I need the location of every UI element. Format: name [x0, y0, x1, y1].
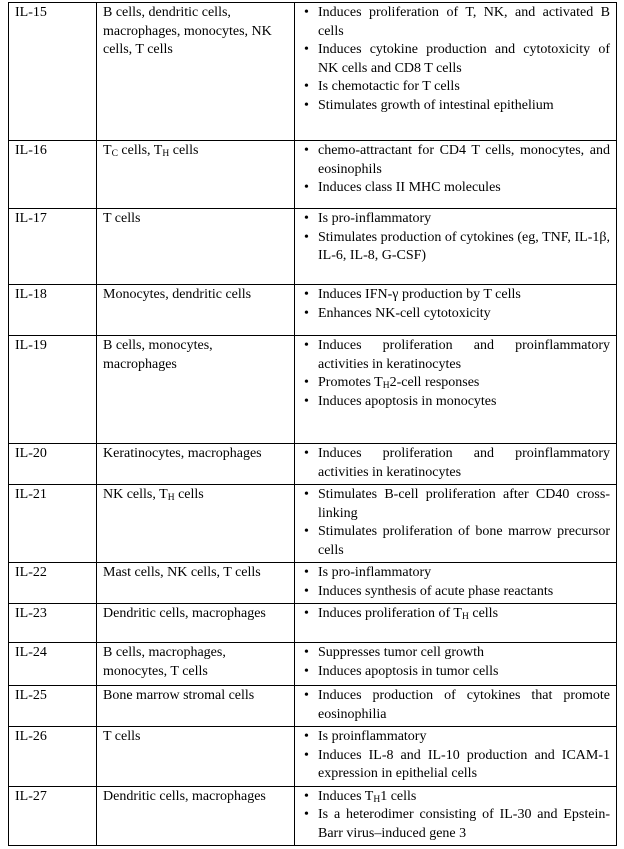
- cell-source-cell: $T_C$ cells, $T_H$ cells: [97, 141, 295, 209]
- cytokine-name-cell: IL-17: [9, 209, 97, 285]
- cytokine-name-cell: IL-22: [9, 563, 97, 604]
- cell-source-cell: T cells: [97, 209, 295, 285]
- functions-cell: [295, 686, 617, 727]
- functions-cell: [295, 141, 617, 209]
- function-item: • Induces apoptosis in monocytes: [301, 393, 610, 412]
- functions-cell: [295, 285, 617, 336]
- cytokine-name-cell: IL-20: [9, 444, 97, 485]
- table-row: [9, 285, 617, 336]
- cytokine-name-cell: IL-27: [9, 786, 97, 846]
- functions-list: [301, 210, 610, 266]
- functions-cell: [295, 786, 617, 846]
- function-item: • Induces proliferation of $T_H$ cells: [301, 605, 610, 624]
- function-item: • Stimulates growth of intestinal epithelium: [301, 97, 610, 116]
- cytokine-name-cell: IL-24: [9, 643, 97, 686]
- function-item: • Induces apoptosis in tumor cells: [301, 663, 610, 682]
- functions-cell: [295, 3, 617, 141]
- functions-cell: [295, 444, 617, 485]
- function-item: • Induces class II MHC molecules: [301, 179, 610, 198]
- functions-list: [301, 286, 610, 323]
- functions-cell: [295, 209, 617, 285]
- cell-source-cell: Monocytes, dendritic cells: [97, 285, 295, 336]
- functions-cell: [295, 604, 617, 643]
- table-row: [9, 209, 617, 285]
- function-item: • Induces IFN-γ production by T cells: [301, 286, 610, 305]
- table-row: [9, 141, 617, 209]
- cell-source-cell: Dendritic cells, macrophages: [97, 786, 295, 846]
- cytokine-name-cell: IL-19: [9, 336, 97, 444]
- functions-cell: [295, 727, 617, 787]
- function-item: • Induces production of cytokines that promote eosinophilia: [301, 687, 610, 724]
- functions-list: [301, 687, 610, 724]
- function-item: • Suppresses tumor cell growth: [301, 644, 610, 663]
- cytokine-name-cell: IL-25: [9, 686, 97, 727]
- cell-source-cell: B cells, monocytes, macrophages: [97, 336, 295, 444]
- table-row: [9, 727, 617, 787]
- function-item: • Is proinflammatory: [301, 728, 610, 747]
- cell-source-cell: B cells, macrophages, monocytes, T cells: [97, 643, 295, 686]
- function-item: • Stimulates proliferation of bone marrow precursor cells: [301, 523, 610, 560]
- function-item: • Induces synthesis of acute phase reactants: [301, 583, 610, 602]
- function-item: • Induces IL-8 and IL-10 production and ICAM-1 expression in epithelial cells: [301, 747, 610, 784]
- table-row: [9, 643, 617, 686]
- table-row: [9, 336, 617, 444]
- function-item: • Is pro-inflammatory: [301, 210, 610, 229]
- function-item: • Induces $T_H1$ cells: [301, 788, 610, 807]
- functions-cell: [295, 485, 617, 563]
- interleukin-table: [8, 2, 617, 846]
- cell-source-cell: NK cells, $T_H$ cells: [97, 485, 295, 563]
- function-item: • Induces cytokine production and cytotoxicity of NK cells and CD8 T cells: [301, 41, 610, 78]
- functions-list: [301, 142, 610, 198]
- cell-source-cell: B cells, dendritic cells, macrophages, monocytes, NK cells, T cells: [97, 3, 295, 141]
- function-item: • Induces proliferation and proinflammatory activities in keratinocytes: [301, 445, 610, 482]
- cytokine-name-cell: IL-26: [9, 727, 97, 787]
- function-item: • Induces proliferation of T, NK, and activated B cells: [301, 4, 610, 41]
- functions-list: [301, 788, 610, 844]
- functions-list: [301, 4, 610, 115]
- function-item: • Is pro-inflammatory: [301, 564, 610, 583]
- cytokine-name-cell: IL-16: [9, 141, 97, 209]
- cell-source-cell: T cells: [97, 727, 295, 787]
- functions-list: [301, 337, 610, 411]
- table-row: [9, 485, 617, 563]
- table-row: [9, 3, 617, 141]
- function-item: • chemo-attractant for CD4 T cells, monocytes, and eosinophils: [301, 142, 610, 179]
- functions-list: [301, 728, 610, 784]
- functions-list: [301, 644, 610, 681]
- cytokine-name-cell: IL-15: [9, 3, 97, 141]
- cytokine-name-cell: IL-23: [9, 604, 97, 643]
- functions-list: [301, 564, 610, 601]
- table-body: [9, 3, 617, 846]
- function-item: • Promotes $T_H2$-cell responses: [301, 374, 610, 393]
- table-row: [9, 444, 617, 485]
- table-row: [9, 563, 617, 604]
- table-row: [9, 686, 617, 727]
- functions-cell: [295, 563, 617, 604]
- function-item: • Enhances NK-cell cytotoxicity: [301, 305, 610, 324]
- cell-source-cell: Mast cells, NK cells, T cells: [97, 563, 295, 604]
- cell-source-cell: Bone marrow stromal cells: [97, 686, 295, 727]
- functions-cell: [295, 336, 617, 444]
- function-item: • Induces proliferation and proinflammatory activities in keratinocytes: [301, 337, 610, 374]
- table-row: [9, 604, 617, 643]
- function-item: • Stimulates production of cytokines (eg, TNF, IL-1β, IL-6, IL-8, G-CSF): [301, 229, 610, 266]
- cell-source-cell: Dendritic cells, macrophages: [97, 604, 295, 643]
- functions-cell: [295, 643, 617, 686]
- functions-list: [301, 486, 610, 560]
- cytokine-name-cell: IL-18: [9, 285, 97, 336]
- cytokine-name-cell: IL-21: [9, 485, 97, 563]
- table-row: [9, 786, 617, 846]
- cell-source-cell: Keratinocytes, macrophages: [97, 444, 295, 485]
- function-item: • Is chemotactic for T cells: [301, 78, 610, 97]
- functions-list: [301, 605, 610, 624]
- function-item: • Stimulates B-cell proliferation after CD40 cross-linking: [301, 486, 610, 523]
- functions-list: [301, 445, 610, 482]
- function-item: • Is a heterodimer consisting of IL-30 and Epstein-Barr virus–induced gene 3: [301, 806, 610, 843]
